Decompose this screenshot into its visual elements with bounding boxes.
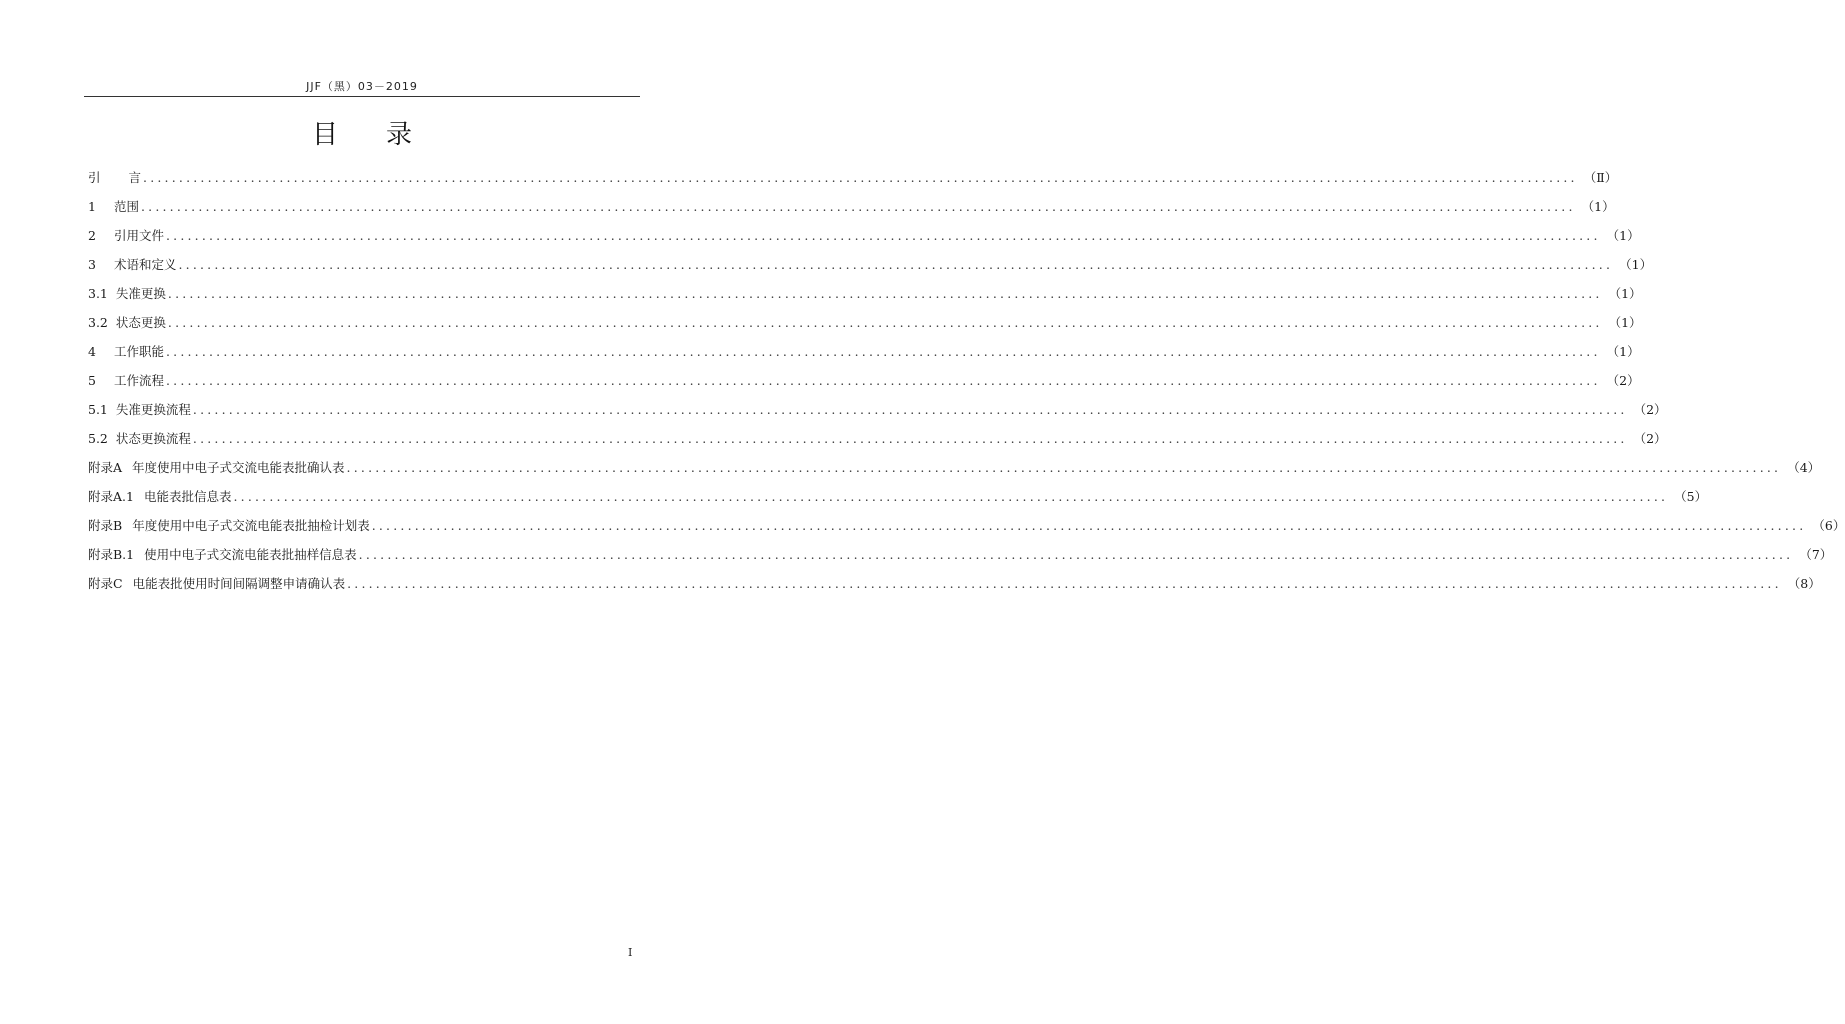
toc-entry[interactable] [88, 284, 1642, 313]
toc-entry[interactable] [88, 342, 1640, 371]
toc-entry-title [88, 371, 164, 389]
toc-entry-title [88, 342, 164, 360]
toc-entry-page: （1） [1606, 344, 1640, 359]
toc-entry-number: 1 [88, 199, 96, 214]
toc-entry[interactable] [88, 197, 1615, 226]
toc-entry-label: 年度使用中电子式交流电能表批确认表 [132, 460, 345, 475]
toc-dot-leader: ........................................................................................................................................................................................................ [192, 402, 1628, 417]
toc-entry-label: 范围 [113, 199, 139, 214]
toc-dot-leader: ........................................................................................................................................................................................................ [143, 170, 1578, 185]
toc-entry-title [88, 429, 191, 447]
toc-entry[interactable] [88, 313, 1642, 342]
toc-entry-number: 附录C [88, 576, 123, 591]
toc-entry-number: 3.2 [88, 315, 108, 330]
toc-entry-label: 年度使用中电子式交流电能表批抽检计划表 [132, 518, 370, 533]
toc-dot-leader: ........................................................................................................................................................................................................ [347, 576, 1782, 591]
toc-entry-number: 附录A [88, 460, 123, 475]
toc-entry-label: 电能表批信息表 [143, 489, 232, 504]
toc-entry-title [88, 400, 191, 418]
toc-entry[interactable] [88, 487, 1708, 516]
toc-entry-number: 附录B.1 [88, 547, 135, 562]
toc-entry[interactable] [88, 371, 1640, 400]
page-title: 目录 [311, 120, 460, 150]
toc-dot-leader: ........................................................................................................................................................................................................ [233, 489, 1669, 504]
toc-entry-title [88, 487, 231, 505]
toc-entry-page: （1） [1608, 286, 1642, 301]
toc-entry-page: （1） [1606, 228, 1640, 243]
toc-entry-title [88, 168, 141, 186]
toc-entry-page: （Ⅱ） [1583, 170, 1618, 185]
toc-entry-label: 失准更换流程 [115, 402, 191, 417]
toc-entry[interactable] [88, 226, 1640, 255]
toc-entry-page: （2） [1606, 373, 1640, 388]
toc-entry-number: 5.1 [88, 402, 108, 417]
toc-dot-leader: ........................................................................................................................................................................................................ [192, 431, 1628, 446]
toc-entry-title [88, 197, 139, 215]
toc-entry-title [88, 284, 166, 302]
header-divider [84, 96, 640, 97]
toc-entry[interactable] [88, 255, 1653, 284]
toc-entry-page: （4） [1787, 460, 1821, 475]
toc-dot-leader: ........................................................................................................................................................................................................ [167, 286, 1603, 301]
toc-entry-number: 3 [88, 257, 96, 272]
toc-entry-title [88, 313, 166, 331]
toc-entry-label: 引用文件 [113, 228, 164, 243]
toc-entry-number: 附录B [88, 518, 123, 533]
toc-dot-leader: ........................................................................................................................................................................................................ [371, 518, 1807, 533]
toc-entry[interactable] [88, 400, 1667, 429]
toc-entry[interactable] [88, 574, 1821, 603]
toc-entry-page: （1） [1581, 199, 1615, 214]
toc-entry[interactable] [88, 458, 1821, 487]
toc-dot-leader: ........................................................................................................................................................................................................ [178, 257, 1614, 272]
toc-entry-title [88, 516, 370, 534]
toc-entry[interactable] [88, 516, 1845, 545]
toc-entry-title [88, 545, 357, 563]
toc-entry-number: 2 [88, 228, 96, 243]
toc-entry-page: （6） [1812, 518, 1845, 533]
toc-entry-number: 5 [88, 373, 96, 388]
toc-dot-leader: ........................................................................................................................................................................................................ [358, 547, 1794, 562]
toc-entry-page: （2） [1633, 431, 1667, 446]
toc-entry-label: 术语和定义 [113, 257, 177, 272]
toc-entry[interactable] [88, 168, 1618, 197]
toc-entry-label: 言 [128, 170, 142, 185]
toc-entry-title [88, 574, 345, 592]
table-of-contents [88, 168, 1845, 603]
toc-entry-label: 电能表批使用时间间隔调整申请确认表 [132, 576, 346, 591]
toc-entry-number: 5.2 [88, 431, 108, 446]
toc-dot-leader: ........................................................................................................................................................................................................ [167, 315, 1603, 330]
toc-entry-label: 失准更换 [115, 286, 166, 301]
toc-entry-page: （8） [1787, 576, 1821, 591]
document-header-code: JJF（黑）03－2019 [306, 80, 418, 93]
toc-entry-number: 4 [88, 344, 96, 359]
toc-entry-label: 工作职能 [113, 344, 164, 359]
toc-entry-page: （1） [1619, 257, 1653, 272]
toc-entry-number: 3.1 [88, 286, 108, 301]
toc-entry-page: （2） [1633, 402, 1667, 417]
toc-entry-page: （7） [1799, 547, 1833, 562]
toc-dot-leader: ........................................................................................................................................................................................................ [346, 460, 1782, 475]
toc-entry-title [88, 458, 345, 476]
toc-entry-number: 附录A.1 [88, 489, 134, 504]
toc-dot-leader: ........................................................................................................................................................................................................ [165, 373, 1601, 388]
toc-entry-number: 引 [88, 170, 101, 185]
toc-entry-title [88, 226, 164, 244]
toc-entry[interactable] [88, 545, 1833, 574]
toc-entry-page: （1） [1608, 315, 1642, 330]
toc-entry-title [88, 255, 176, 273]
toc-entry-label: 状态更换流程 [115, 431, 191, 446]
toc-entry-label: 使用中电子式交流电能表批抽样信息表 [144, 547, 357, 562]
toc-entry[interactable] [88, 429, 1667, 458]
toc-entry-page: （5） [1674, 489, 1708, 504]
toc-entry-label: 工作流程 [113, 373, 164, 388]
toc-dot-leader: ........................................................................................................................................................................................................ [165, 228, 1601, 243]
toc-entry-label: 状态更换 [115, 315, 166, 330]
page-number: I [628, 946, 633, 959]
toc-dot-leader: ........................................................................................................................................................................................................ [140, 199, 1576, 214]
toc-dot-leader: ........................................................................................................................................................................................................ [165, 344, 1601, 359]
